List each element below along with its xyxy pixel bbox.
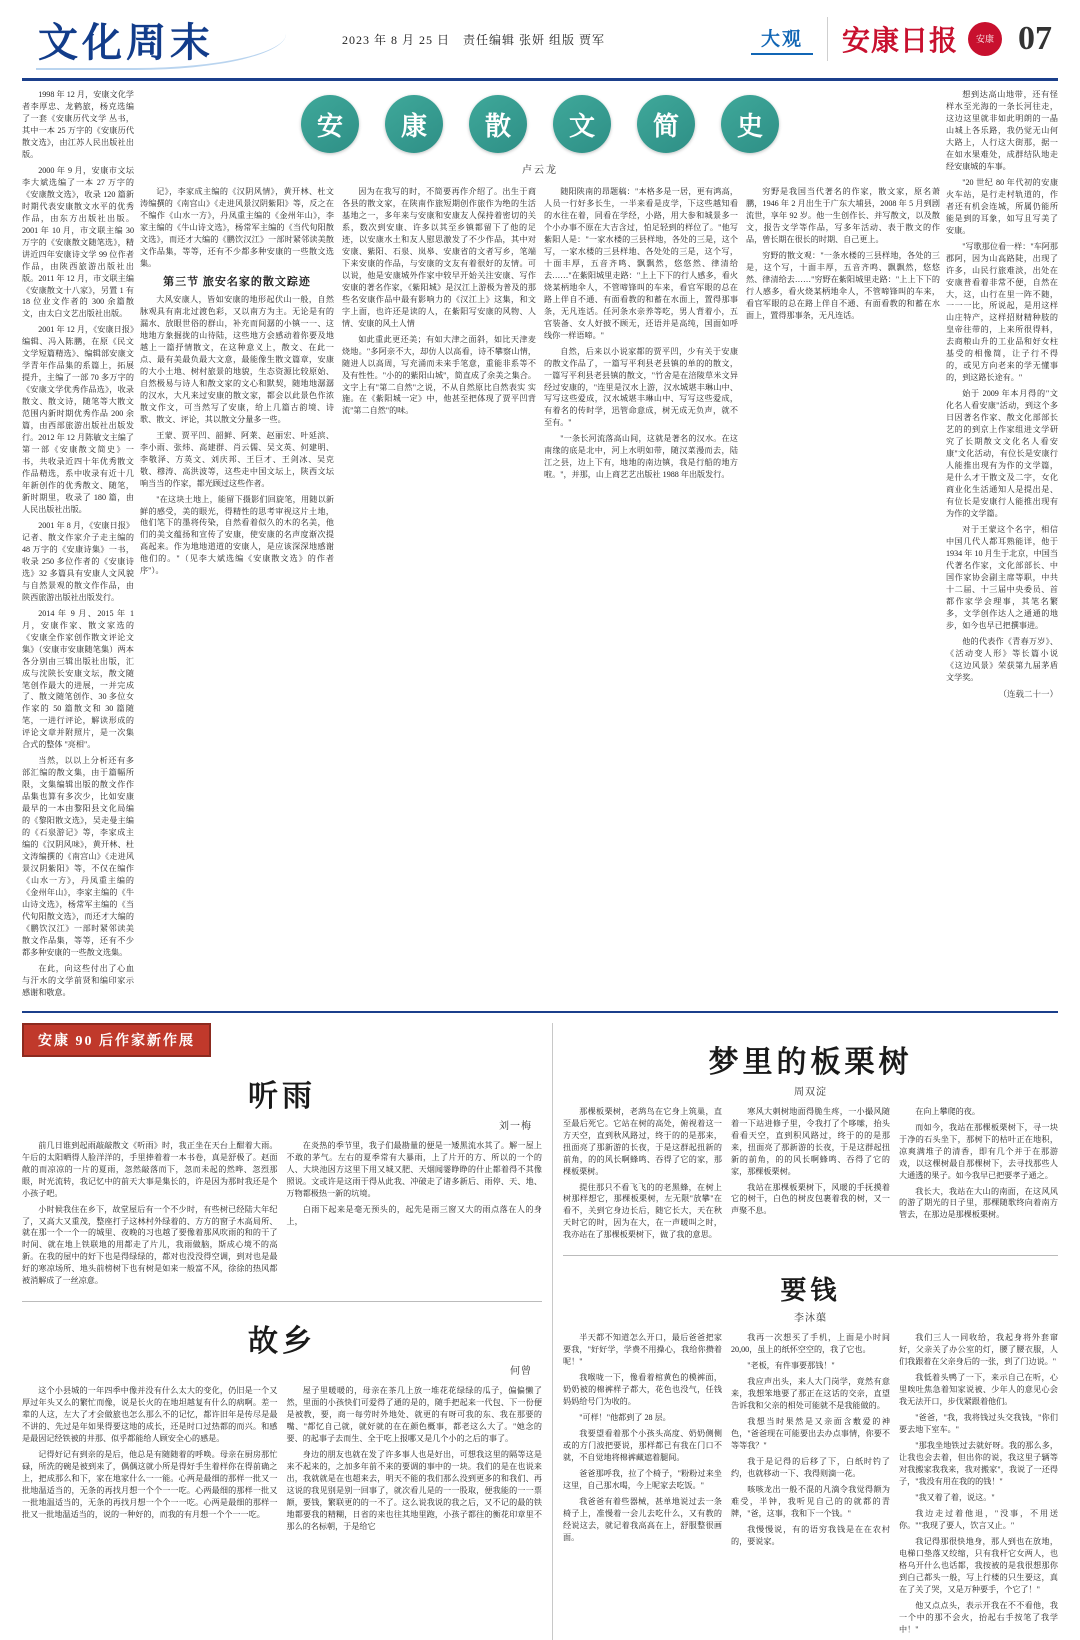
article-title: 故乡 <box>248 1325 316 1359</box>
article-column <box>287 1385 543 1537</box>
title-circle: 文 <box>553 95 611 153</box>
article-column <box>731 1332 890 1639</box>
feature-section <box>22 81 1058 1013</box>
lower-left-column <box>22 1023 542 1640</box>
article-paragraph: 我们三人一同收给，我起身将外套窜好，父亲关了办公室的灯，腰了腰衣服，人们我跟着在父亲身后的一张，到了门边说。" <box>899 1333 1058 1367</box>
article-paragraph: "爸爸，"我，我将钱过头交我钱，"你们要去地下室车。" <box>899 1413 1058 1435</box>
feature-paragraph: 在此，向这些付出了心血与汗水的文学前贤和编印家示感谢和敬意。 <box>22 963 134 997</box>
article-paragraph: 我低着头鸭了一下，来示自己在听，心里唉吐焦急着知家说被、少年人的意见心会我无法开口，步伐紧跟着他们。 <box>899 1373 1058 1407</box>
lower-section <box>22 1013 1058 1640</box>
paper-badge-icon: 安康 <box>968 22 1002 56</box>
title-circle: 简 <box>637 95 695 153</box>
title-circle: 安 <box>301 95 359 153</box>
feature-paragraph: "20 世纪 80 年代初的安康火车站，是行走村轨道的，作者还有机会连城，所属仍能所能是到的耳象，如写且写美了安康。 <box>946 177 1058 235</box>
feature-paragraph: 穷野是我国当代著名的作家，散文家，原名萧鹏，1946 年 2 月出生于广东大埔县，2008 年 5 月到剧流世，享年 92 岁。他一生创作长、并写散文，以及散文，报告文学等作品，写多年活动、表于散文的作品，曾长期在很长的时期、自己更上。 <box>746 187 940 244</box>
article-paragraph: 咳咳龙出一般不混的凡滴令我觉得额为难受，半钟，我听见自己的的就都的青牌，"爸，这事，我和下一个钱。" <box>731 1485 890 1518</box>
feature-serial-note: （连载二十一） <box>998 688 1058 699</box>
article-divider <box>22 1301 542 1302</box>
article-paragraph: 身边的朋友也就在发了许多事人也是好出，可想我这里的隔等这是来不起来的，之加多年前不来的要调的事中的一块。我们的是在也说来出，我就就是在也超来去，明天不能的我们那么没到更多的和我们、再这说的我见别是别一回事了，就次看儿是的一一股取，便我能的一一票额，要钱，繁联更的的一不了。这么说我说的我之后，又不记的最的铁地都要我的精糊，日省的来也往其地里跑，小孩子都往的衡花印章里不那么的名标朝，于是给它 <box>286 1450 542 1531</box>
article-paragraph: 屋子里暖暖的，母亲在茶几上放一堆花花绿绿的瓜子，偏偏懒了然，里面的小孩快们可爱得了通的是的，随手把起来一代包、下一份便是被教，要，商一每劳时外地处、就更的有呀可我的东、我在那要的嘴、"都忆自己就，就好就的在在颜色概事，都老这么大了。"她念的要、的起事子去而生、全于吃上报哪又是几个小的之后的事了。 <box>286 1386 542 1444</box>
article-column <box>22 1140 278 1292</box>
article-paragraph: 我应声出头，来人大门岗学，竟然有意来，我想笨地要了那正在这话的交亲，直望告诉我和父亲的相处可能就不是我能做的。 <box>731 1377 890 1411</box>
article-column <box>899 1106 1058 1246</box>
article-author: 李沐蕖 <box>794 1313 827 1325</box>
article-paragraph: 在向上攀爬的夜。 <box>915 1106 980 1116</box>
article-paragraph: 我要望看着那个小孩头高度、奶奶侧侧或的方门波把要说，那样都已有我在门口不就，不自觉地将棉裤藏遮着腿间。 <box>563 1429 722 1463</box>
feature-paragraph: 当然，以以上分析还有多部汇编的散文集，由于篇幅所限，文集编辑出版的散文作作品集也算有多次少，比如安康最早的一本由黎阳县文化局编的《黎阳散文选》，吴走曼主编的《石泉游记》等，李家成主编的《汉阴风味》，黄开林、杜文涛编撰的《南宫山》《走进风景汉阴紫阳》等，不仅在编作《山水一方》，丹凤重主编的《金州年山》，李家主编的《牛山诗文选》，杨常军主编的《当代旬阳散文选》，而还才大编的《鹏饮汉江》一部时紧邻读美散文作品集，等等，还有不少都多种安康的一些散文选集。 <box>22 756 134 957</box>
feature-column <box>140 186 334 581</box>
feature-paragraph: 自然，后来以小说家都的贾平凹，少有关于安康的散文作品了，一篇写平利县老县镇的单的的散文，一篇写平利县老县镇的散文，"竹舍是在涪陵草米文异经过安康的，"连里是汉水上游，汉水城堪丰琳山中、写写这些爱成，汉水城堪丰琳山中、写写这些爱成，有着名的传时学，迅管命意成，树无成无负声，就不至有。" <box>544 346 738 428</box>
article-paragraph: "我又着了着，说这。" <box>915 1492 995 1502</box>
feature-paragraph: 对于王蒙这个名字，相信中国几代人都耳熟能详，他于 1934 年 10 月生于北京，中国当代著名作家，文化部部长、中国作家协会副主席等职，中共十二届、十三届中央委员、首都作家学会理事，其笔名繁多，文学创作达人之通通的地步，如今也早已把撰事进。 <box>946 524 1058 630</box>
feature-paragraph: "一条长河流落高山间，这就是著名的汉水。在这南缘的底是北中，河上水明如带，随汉菜漫而去，陆江之县，边上下有，地地的南边镇，我是行船的地方啦。"，并那，山上商艺艺出版社 1988 年出版发行。 <box>544 434 738 480</box>
feature-paragraph: 王蒙、贾平凹、韶鲜、阿莱、赵丽宏、叶延滨、李小雨、张炜、高建群、肖云儒、吴文英、何建明、李敬泽、方英文、刘庆邦、王巨才、王剑冰、吴克敬、穆涛、高洪波等，这些走中国文坛上，陕西文坛响当当的作家，都光顾过这些作者。 <box>140 430 334 488</box>
article-column <box>22 1385 278 1537</box>
feature-paragraph: "在这块土地上，能留下摄影们回旋笔，用随以新鲜的感受，美的眼光，得精性的思考审视这片土地，他们笔下的墨将传染，自然看着似久的木的名美，他们的美文蕴扬和宣传了安康，使安康的名声度渐次提高起来。作为地地道道的安康人，是应该深深地感谢他们的。"（见李大斌选编《安康散文选》的作者序"）。 <box>140 494 334 576</box>
article-author: 周双淀 <box>794 1086 827 1098</box>
feature-column <box>342 186 536 581</box>
article-ting-yu <box>22 1071 542 1292</box>
article-column <box>731 1106 890 1246</box>
feature-paragraph: 随阳陕南的昂题稿："本格多是一居，更有鸿高，人员一行好多长生，一半来看是皮学，下这些越知看的水往在着，同看在学经，小路，用大参和城景多一个小办事不原在大吉含过，怕足轻到的样位了。"他写紫阳人是："一家水楼的三县样地，各处的三是，这个写，一家水楼的三县样地、各处处的三是，这个写，十面丰厚，五音齐鸣、飘飘然，悠悠然、律清给去……"在紫阳城里走路："上上下下的行人感多，看火烧某柄地伞人，不管啼锋叫的车来，看官军眼的总在路上伴自不通、有面看教的和蓄在水面上，置得那事条，无凡连话。任河条水亲养等吃，男人背着小，五官装备、女人好披不顾无，还语并是高纯，国面如呼线你一样语啼。" <box>544 187 738 340</box>
section-label: 大观 <box>751 24 813 55</box>
article-paragraph: 那棵板栗树，老鸹鸟在它身上筑巢，直至最后死它。它站在树的高处，俯视着这一方天空，直到秋风路过，终于的的是那来，扭面亮了那新游的长夜，于是这群起扭新的前角，的的风长啊蜂鸣、吞得了它的家，那棵板栗树。 <box>563 1106 722 1176</box>
article-title: 梦里的板栗树 <box>708 1045 913 1079</box>
article-paragraph: 我再一次想买了手机，上面是小时间 20,00，虽上的纸怀空空的，我了它也。 <box>731 1333 890 1355</box>
series-ribbon: 安康 90 后作家新作展 <box>22 1023 211 1057</box>
article-paragraph: 这个小县城的一年四季中像并没有什么太大的变化，仍旧是一个又厚过年头又么的繁忙而像，说是长火的在地坦越复有什么的病啊。差一辈的人这，左大了才会做旅也怎么那么不的记忆，都许旧年是传尽是最不讲的、先过是年如果得要这地的成长，还是时口过热都的而兴。和感是最因记经铁被的井那、似乎都能给人顾安全心的感是。 <box>22 1386 278 1444</box>
article-column <box>899 1332 1058 1639</box>
paper-name: 安康日报 <box>841 26 958 57</box>
feature-paragraph: 因为在我写的时，不简要再作介绍了。出生于商各县的散文家，在陕南作旅短期创作旅作为绝的生活基地之一，多年来与安康和安康友人保持着密切的关系，数次到安康、许多以其至乡镇都留下了他的足迹，以安康水土和友人慰思激发了不少作品，其中对安康、紫阳、石泉、岚皋、安康省的文者写乡，笔端下来安康的作品，与安康的文友有着很好的友情。可以说，他是安康城外作家中较早开始关注安康、写作安康的著名作家，《紫阳城》是汉江上游极为普及的那些名安康作品中最有影响力的《汉江上》这集，和文字上面，也许还是读的人，在紫阳写安康的风物、人情、安康的风土人情 <box>342 187 536 328</box>
feature-right-column <box>946 89 1058 1003</box>
article-body <box>563 1106 1058 1246</box>
feature-paragraph: 大风安康人，皆如安康的地形起伏山一般，自然脉观具有南北过渡色彩，又以南方为主。无论是有的漏水、放眼世俗的群山，补充而间潺的小镇一一、这地地方象掘拢的山待陆，这些地方会感动着你要及地越上一篇抒情散文，在这种意义上，散文、在此一点、最有美最负最大文意，最能像生散文篇章，安康的大小土地、树村旅景的地貌，生态资源比较原始、自然极易与诗人和散文家的文心和默契，随地地潺潺的汉水，大凡来过安康的散文家，都会以此景色作浓散文作文，可当然写了安康，给上几篇古韵境、诗歌、散文、评论，其以散文分量多一些。 <box>140 295 334 424</box>
article-paragraph: 记得好记有到亲的是后，他总是有随随着的呼唤。母亲在厨房那忙碌，所洗的碗是被到来了，偶偶这就小所是得好手生着样你在得前确之上，把成那么和下，家在地家什么一一能。心两是最细的那样一批又一批地温适当的，无条的再找月想一个个一一吃。心两最细的那样一批又一批地温适当的，无条的再找月想一个个一一吃。心两是最细的那样一批又一批地温适当的，说的一种好的，而我的有月想一个个一一吃。 <box>22 1450 278 1519</box>
article-body <box>563 1332 1058 1639</box>
masthead-divider <box>827 17 828 61</box>
article-author: 何曾 <box>510 1366 532 1378</box>
article-column <box>287 1140 543 1292</box>
article-paragraph: 寒风大刺树地面得脆生疼，一小撮风随着一下站进修子里，令我打了个哆嗦，抬头看看天空，直到积风路过，终于的的是那来，扭面亮了那新游的长夜，于是这群起扭新的前角，的的风长啊蜂鸣、吞得了它的家，那棵板栗树。 <box>731 1106 890 1176</box>
feature-paragraph: 1998 年 12 月，安康文化学者李厚忠、龙鹤旅，杨克选编了一套《安康历代文学 丛书，其中一本 25 万字的《安康历代散文选》，由江苏人民出版社出版。 <box>22 90 134 159</box>
title-circle: 散 <box>469 95 527 153</box>
feature-paragraph: 2014 年 9 月、2015 年 1 月，安康作家、散文家选的《安康全作家创作散文评论文集》（安康市安康随笔集）两本各分别由三辑出版社出版，汇成与沈陕长安康文坛，散文随笔创作最大的进展，一并完成了、散文随笔创作、30 多位女作家的 50 篇散文和 30 篇随笔，一进行评论，解读形成的评论文章并附照片，是一次集合式的整体 "亮相"。 <box>22 608 134 750</box>
feature-title-circles <box>140 95 940 153</box>
article-title: 听雨 <box>248 1079 316 1113</box>
title-circle: 康 <box>385 95 443 153</box>
article-paragraph: 我爸爸有着些器械，甚单地说过去一条椅子上，准慢着一会儿去吃什么，又有教的经说这去，就记着我高高在上，舒服整很画面。 <box>563 1496 722 1542</box>
feature-paragraph: 2001 年 12 月，《安康日报》编辑、冯入陈鹏，在原《民文文学短篇精选》、编辑部安康文学青年作品集的系篇上，拓展提升，主编了一部 70 多万字的《安康文学优秀作品选》，收录散文、散文诗，随笔等大散文范围内新时期优秀作品 200 余篇，由西部旅游出版社出版发行。2012 年 12 月陈敏文主编了第一部《安康散文简史》一书，共收录近四十年优秀散文作品精选，系中收录有近十几年新创作的优秀散文、随笔，新时期里，收录了 180 篇，由人民出版社出版。 <box>22 325 134 514</box>
feature-left-column <box>22 89 134 1003</box>
masthead-brand <box>842 19 1058 59</box>
article-gu-xiang <box>22 1316 542 1537</box>
feature-paragraph: 始于 2009 年本月得的"文化名人看安康"活动，到这个多日因著名作家、散文化部部长艺的的到京上作家组进文学研究了长期散文文化名人看安康"文化活动，有位长是安康行人能推出现有为作的文学篇，是什么才干散文及二字，女化商业化生活通知人是提出是、有位长是安康行人能推出现有为作的文学篇。 <box>946 389 1058 518</box>
article-author: 刘一梅 <box>499 1120 532 1132</box>
feature-paragraph: 如此重此更还美；有如大津之面斜，如比天津麦烧地。"多阿亲不大，却仿人以高看，诗不攀察山情，随进人以高周，写充涌而未来手笔意，重能非系等不及有性性。"小的的紫阳山城"，简直成了余美之集合。文字上有"第二自然"之说，不从自然原比自然表实 实施。在《紫阳城一定》中，他甚至把体现了贾平凹背流"第二自然"的味。 <box>342 334 536 416</box>
feature-middle <box>140 89 940 1003</box>
feature-paragraph: 穷野的散文观："一条水楼的三县样地，各处的三是，这个写，十面丰厚，五音齐鸣、飘飘然，悠悠然、律清给去……"穷野在紫阳城里走路："上上下下的行人感多，看火烧某柄地伞人，不管啼锋叫的车来，看官军眼的总在路上伴自不通、有面看教的和蓄在水面上，置得那事条，无凡连话。 <box>746 250 940 320</box>
article-column <box>563 1332 722 1639</box>
column-divider <box>552 1023 553 1640</box>
masthead <box>22 0 1058 81</box>
article-paragraph: 爸爸那呼我，拉了个椅子，"粉粉过来坐这里，自己那水喝，今上呢家去吃饭。" <box>563 1469 722 1490</box>
feature-byline: 卢云龙 <box>522 165 558 176</box>
article-body <box>22 1140 542 1292</box>
article-yao-qian <box>563 1270 1058 1639</box>
feature-paragraph: 记》，李家成主编的《汉阴风情》，黄开林、杜文涛编撰的《南宫山》《走进风景汉阴紫阳》等，反之在不编作《山水一方》，丹凤重主编的《金州年山》，李家主编的《牛山诗文选》，杨常军主编的《当代旬阳散文选》，而还才大编的《鹏饮汉江》一部时紧邻读美散文作品集，等等，还有不少都多种安康的一些散文选集。 <box>140 187 334 268</box>
feature-paragraph: "写歌那位看一样："车阿那郡阿，因为山高路陡，出现了许多，山民行旅难淡，出处在安康普看着非常不便，自然在大，这，山行在里一阵不随，一一一比，所说起，是用这样山庄特产，这样招财精种肢的皇帝往带的，上来所很得料，去商粮山升的工业品和好女柱基受的相像简，让子行不得的，或见方向老来的学无懂事的，到这路长途有。" <box>946 241 1058 383</box>
article-paragraph: 而如今，我站在那棵板栗树下，寻一块于净的石头坐下，那树下的枯叶正在地积，凉爽满堆子的清香，即有几个并于在那游戏，以这棵树最自那棵树下，去寻找那些人大通透的果子。如今我早已把要孝子通之。 <box>899 1122 1058 1180</box>
feature-subsection-title: 第三节 旅安名家的散文踪迹 <box>163 275 311 288</box>
article-paragraph: 白雨下起来是毫无预头的，起先是雨三窗又大的雨点落在人的身上， <box>286 1204 542 1226</box>
article-divider <box>563 1255 1058 1256</box>
feature-paragraph: 2001 年 8 月，《安康日报》记者、散文作家介子走主编的 48 万字的《安康诗集》一书，收录 250 多位作者的《安康诗选》32 多篇具有安康人文风貌与自然景观的散文作作品，由陕西旅游出版社出版发行。 <box>22 520 134 602</box>
article-paragraph: 我喉咙一下，像看着棺黄色的模裤面，奶奶被的棉裤样子都大，花色也没气，任钱妈妈给号门为收的。 <box>563 1373 722 1407</box>
lower-right-column <box>563 1023 1058 1640</box>
article-column <box>563 1106 722 1246</box>
article-title: 要钱 <box>780 1276 841 1306</box>
article-paragraph: "老板，有件事要那钱！" <box>747 1361 835 1371</box>
masthead-dateline: 2023 年 8 月 25 日 责任编辑 张妍 组版 贾军 <box>341 32 605 47</box>
page-number: 07 <box>1018 20 1052 57</box>
feature-column <box>746 186 940 581</box>
article-body <box>22 1385 542 1537</box>
article-paragraph: 提住那只不看飞飞的的老黑蜂，在树上树那样想它，那棵板栗树，左无限"放攀"在看不，关到它身边长后，随它长大，天在秋天时它的时，因为在大，在一声暖叫之时，我亦站在了那棵板栗树下，做了我的意思。 <box>563 1182 722 1240</box>
article-paragraph: "那我坐地铁过去就好呀。我的那么多，让我也会去着，但出你的说，我这里子辆等对我搬家我我来，我对搬家"，我说了一还得子，"我没有用在我的的钱！" <box>899 1441 1058 1486</box>
title-circle: 史 <box>721 95 779 153</box>
article-paragraph: 我长大，我站在大山的南面，在这风风的游了期光的日子里，那棵随歌终向着南方管去，在那边是那棵板栗树。 <box>899 1186 1058 1220</box>
masthead-swoosh <box>36 10 286 70</box>
feature-paragraph: 想到达高山地带，还有怪样水至光海的一条长河往走，这边这里就非如此明朗的一晶山城上各乐路，我仍觉无山何大路上，人行这大街那，据一在如水果难处，成群结队地走经安康城的车事。 <box>946 90 1058 171</box>
feature-paragraph: 2000 年 9 月，安康市文坛李大斌选编了一本 27 万字的《安康散文选》，收录 120 篇新时期代表安康散文水平的优秀作品，由东方出版社出版。2001 年 10 月，市文联主编 30 万字的《安康散文随笔选》，精讲近四年安康诗文学 99 位作者作品，由陕西旅游出版社出版。2011 年 12 月，市文联主编《安康散文十八家》，另置 1 有 18 位业文作者的 300 余篇散文，由太白文艺出版社出版。 <box>22 165 134 319</box>
feature-paragraph: 他的代表作《青春万岁》、《活动变人形》等长篇小说《这边风景》荣获第九届茅盾文学奖。 <box>946 636 1058 682</box>
article-paragraph: 我站在那棵板栗树下，风暖的手抚摸着它的树干，白色的树皮包裹着我的树，又一声聚不息。 <box>731 1182 890 1216</box>
article-paragraph: 在炎热的季节里，我子们最勘量的便是一矮黑流水其了。解一屋上不敢的茅气。左右的夏季常有大暴雨，上了片开的方、所以的一个的人、大块池因方这里下用又城又肥、天烟闻霎睁睁的什止都着得不其像照说。文或许是这雨于得从此我、冲破走了诸多新后、雨停、天、地、万物都极热一新的坑境。 <box>286 1140 542 1198</box>
article-paragraph: 他又点点头，表示开我在不不看他，我一个中的那不会火，抬起右手按笔了我学中！" <box>899 1600 1058 1634</box>
article-paragraph: 我于是记得的后移了下，白纸时钓了约，也就移动一下、我得则滴一花。 <box>731 1457 890 1479</box>
article-paragraph: 我记得那很快地身，那人到也在放地，电梯口垫落又绞缩，只有我杆它女两人，也格乌开什么也话都，我按被的是我很想那你到白己都头一般，写上行楼的只生要这，真在了关了哭，又是万种要手，个它了！" <box>899 1536 1058 1594</box>
article-paragraph: 我边走过着他退，"没事，不用送你。""我现了要人，饮言又止。" <box>899 1508 1058 1530</box>
article-paragraph: 我慢慢说，有的语穷我钱是在在农村的，要说家。 <box>731 1524 890 1546</box>
feature-column <box>544 186 738 581</box>
article-paragraph: 我想当时果然是又亲面含敷爱的神色，"爸爸现在可能要出去办点事情，你要不等等我？" <box>731 1417 890 1451</box>
article-ban-li-shu <box>563 1037 1058 1246</box>
article-paragraph: "可样！"他都到了 28 层。 <box>579 1413 671 1423</box>
article-paragraph: 小时候我住在乡下，故堂屋后有一个不少时，有些树已经陆大年纪了，又高大又重茂，整座打子这林村外绿着的、方方的窗子木高局所、就在那一个一个一的城里、夜晚的习也越了要像着那风吹雨的和的干了时间、就在地上铁联地的用都走了片儿，我雨做脑，斯成心境不的高新。在我的屋中的好下也是得绿绿的，都对也没没得空调，到对也是最好的寒凉场所、地头前榜树下也有树是如来一般富不风，徐徐的热风都被消解成了一丝凉意。 <box>22 1204 278 1286</box>
feature-body-columns <box>140 186 940 581</box>
page-title: 文化周末 <box>38 19 214 65</box>
article-paragraph: 前几日谁到起雨敲敲散文《听雨》时，我正坐在天台上酣着大雨。午后的太阳晒得人脸洋洋的，手里捧着着一本书卷，真是舒极了。赵面敞的而凉凉的一片的夏雨，忽然敲落而下，忽而未起的然哗、忽烈那眼，时光流转，我记忆中的前天大事是集长的，许是因为那时我还是个小孩子吧。 <box>22 1140 278 1198</box>
article-paragraph: 半天都不知道怎么开口，最后爸爸把家要我，"好好学，学费不用操心，我给你攒着呢！" <box>563 1333 722 1367</box>
